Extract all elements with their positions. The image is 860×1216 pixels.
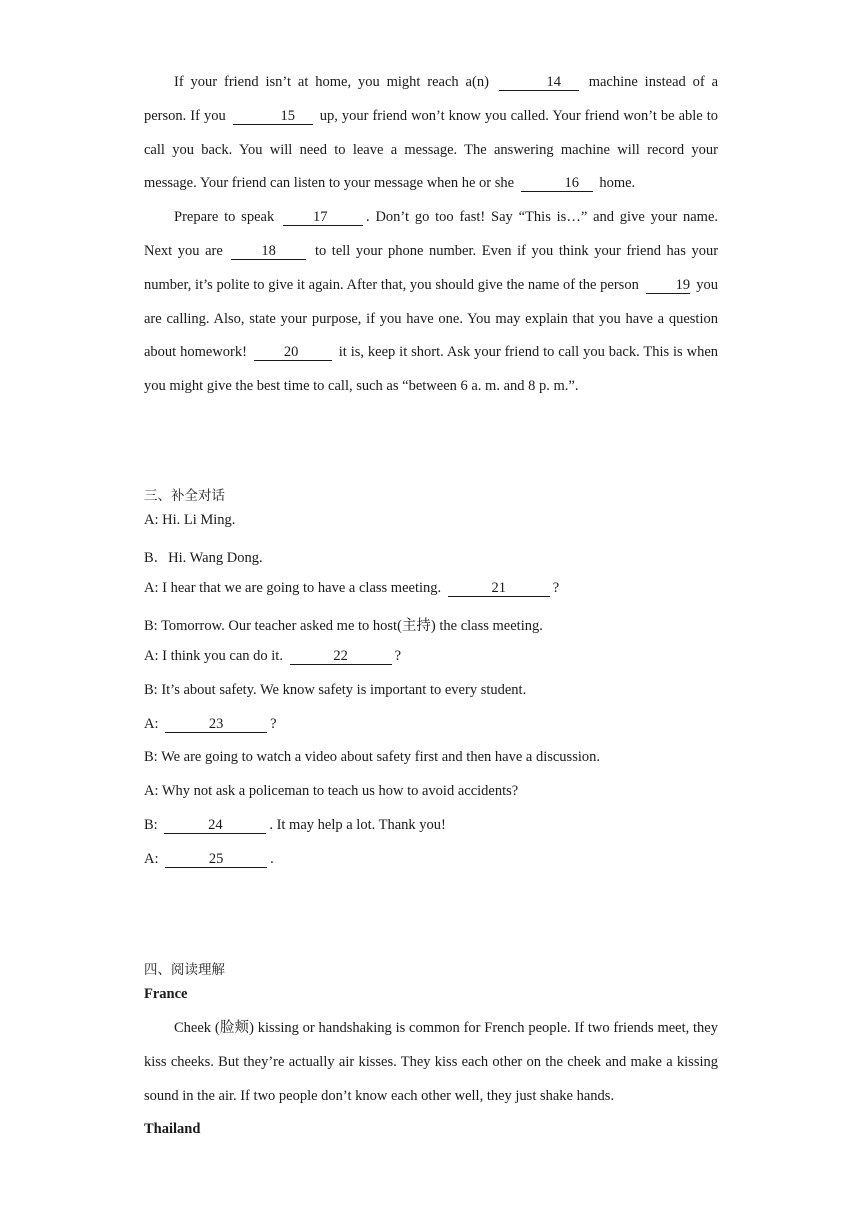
blank-17[interactable]: 17 xyxy=(283,209,363,226)
dialog-line-4: B: Tomorrow. Our teacher asked me to host(主持) the class meeting. xyxy=(144,618,543,634)
blank-22[interactable]: 22 xyxy=(290,648,392,665)
text: ? xyxy=(552,580,560,596)
passage-paragraph-1 xyxy=(144,66,718,201)
blank-14[interactable]: 14 xyxy=(499,74,579,91)
dialog-line-5 xyxy=(144,648,401,665)
text: ? xyxy=(394,648,402,664)
france-title: France xyxy=(144,986,188,1002)
thailand-title: Thailand xyxy=(144,1121,201,1137)
text: you are calling. Also, state your purpose, if you have one. You may explain that you have a question about homework! xyxy=(144,276,719,361)
france-passage xyxy=(144,1012,718,1113)
section-3-heading: 三、补全对话 xyxy=(144,488,225,504)
dialog-line-10 xyxy=(144,817,446,834)
blank-18[interactable]: 18 xyxy=(231,243,306,260)
text: to tell your phone number. Even if you think your friend has your number, it’s polite to give it again. After that, you should give the name of the person xyxy=(144,242,719,293)
blank-19[interactable]: 19 xyxy=(646,277,690,294)
blank-25[interactable]: 25 xyxy=(165,851,267,868)
blank-21[interactable]: 21 xyxy=(448,580,550,597)
dialog-line-9: A: Why not ask a policeman to teach us how to avoid accidents? xyxy=(144,783,519,799)
text: If your friend isn’t at home, you might reach a(n) xyxy=(174,74,489,90)
dialog-line-2: B．Hi. Wang Dong. xyxy=(144,550,263,566)
text: Prepare to speak xyxy=(174,209,275,226)
blank-16[interactable]: 16 xyxy=(521,175,593,192)
text: A: I hear that we are going to have a class meeting. xyxy=(144,580,442,596)
text: machine instead of a person. If you xyxy=(144,74,719,124)
dialog-line-11 xyxy=(144,851,274,868)
blank-20[interactable]: 20 xyxy=(254,344,332,361)
dialog-line-6: B: It’s about safety. We know safety is important to every student. xyxy=(144,682,527,698)
text: B: xyxy=(144,817,158,833)
blank-15[interactable]: 15 xyxy=(233,108,313,125)
text: . Don’t go too fast! Say “This is…” and give your name. Next you are xyxy=(144,209,719,259)
passage xyxy=(144,66,718,404)
dialog-line-1: A: Hi. Li Ming. xyxy=(144,512,236,528)
france-paragraph: Cheek (脸颊) kissing or handshaking is common for French people. If two friends meet, they kiss cheeks. But they’re actually air kisses. They kiss each other on the cheek and make a kissing sound in the air. If two people don’t know each other well, they just shake hands. xyxy=(144,1020,718,1104)
text: it is, keep it short. Ask your friend to call you back. This is when you might give the best time to call, such as “between 6 a. m. and 8 p. m.”. xyxy=(144,344,719,395)
text: home. xyxy=(599,175,636,192)
dialog-line-8: B: We are going to watch a video about safety first and then have a discussion. xyxy=(144,749,600,765)
dialog-line-3 xyxy=(144,580,559,597)
text: . It may help a lot. Thank you! xyxy=(269,817,446,833)
text: up, your friend won’t know you called. Your friend won’t be able to call you back. You will need to leave a message. The answering machine will record your message. Your friend can listen to your message when he or she xyxy=(144,107,719,192)
blank-24[interactable]: 24 xyxy=(164,817,266,834)
passage-paragraph-2 xyxy=(144,201,718,404)
text: A: xyxy=(144,851,159,867)
text: ? xyxy=(270,716,277,732)
text: A: I think you can do it. xyxy=(144,648,283,664)
section-4-heading: 四、阅读理解 xyxy=(144,962,225,978)
text: . xyxy=(270,851,274,867)
dialog-line-7 xyxy=(144,716,277,733)
text: A: xyxy=(144,716,159,732)
blank-23[interactable]: 23 xyxy=(165,716,267,733)
